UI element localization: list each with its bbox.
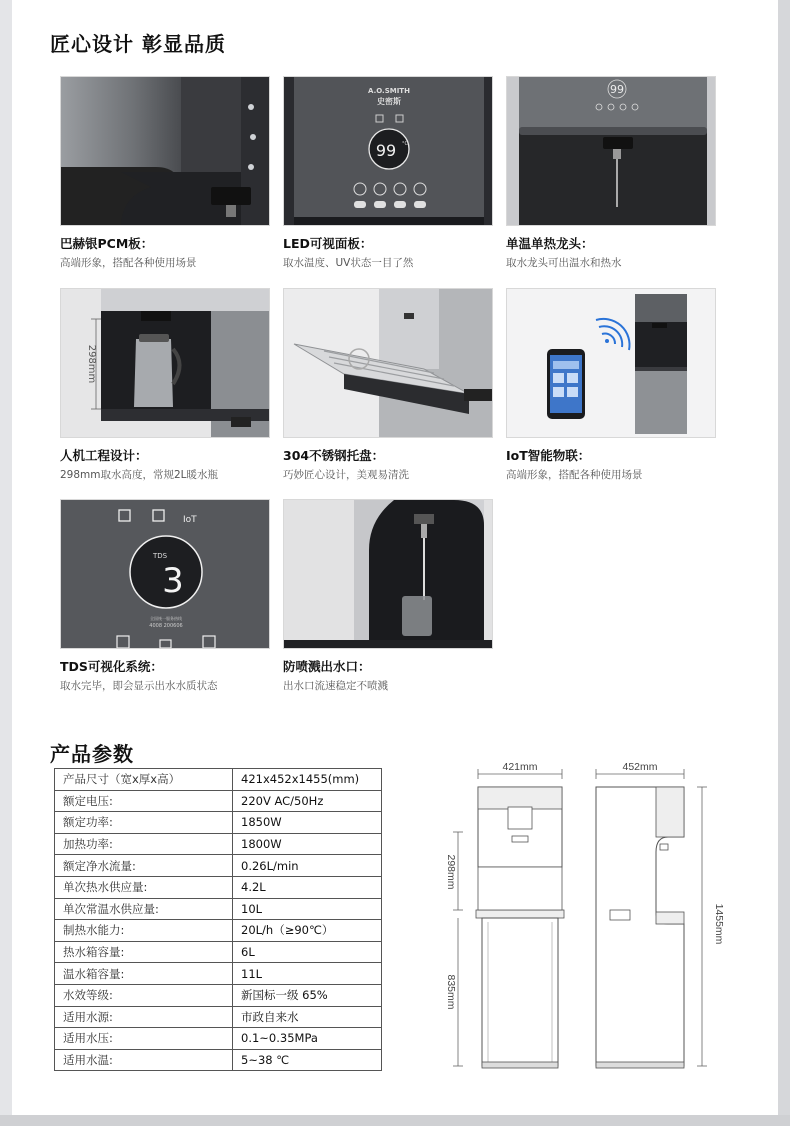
- feature-image: [506, 76, 716, 226]
- spec-value: 0.1~0.35MPa: [233, 1028, 382, 1050]
- feature-pcm-panel: [60, 76, 270, 270]
- spec-row: [55, 833, 382, 855]
- spec-key: 额定功率:: [55, 812, 233, 834]
- iot-indicator: IoT: [183, 515, 197, 525]
- spec-value: 新国标一级 65%: [233, 984, 382, 1006]
- feature-anti-splash: [283, 499, 493, 693]
- spec-row: [55, 920, 382, 942]
- feature-image: [283, 499, 493, 649]
- background-right: [778, 0, 790, 1126]
- spec-row: [55, 790, 382, 812]
- spec-row: [55, 812, 382, 834]
- spec-value: 421x452x1455(mm): [233, 769, 382, 791]
- feature-faucet: [506, 76, 716, 270]
- spec-row: [55, 984, 382, 1006]
- feature-title: LED可视面板：: [283, 236, 373, 251]
- spec-key: 热水箱容量:: [55, 941, 233, 963]
- feature-desc: 298mm取水高度，常规2L暖水瓶: [60, 469, 219, 481]
- temperature-display: 99: [375, 141, 397, 160]
- spec-value: 0.26L/min: [233, 855, 382, 877]
- tds-panel-illustration: [61, 500, 270, 649]
- spec-value: 市政自来水: [233, 1006, 382, 1028]
- feature-ergonomic: [60, 288, 270, 482]
- feature-title: 防喷溅出水口：: [283, 659, 371, 674]
- spec-row: [55, 1028, 382, 1050]
- iot-illustration: [507, 289, 716, 438]
- feature-desc: 巧妙匠心设计，美观易清洗: [283, 469, 409, 481]
- spec-key: 适用水温:: [55, 1049, 233, 1071]
- feature-title: 304不锈钢托盘：: [283, 448, 385, 463]
- feature-image: [60, 499, 270, 649]
- feature-title: 单温单热龙头：: [506, 236, 594, 251]
- spec-key: 适用水压:: [55, 1028, 233, 1050]
- spec-key: 制热水能力:: [55, 920, 233, 942]
- dim-upper: 298mm: [445, 854, 457, 890]
- spec-value: 220V AC/50Hz: [233, 790, 382, 812]
- spec-row: [55, 1006, 382, 1028]
- spec-value: 1800W: [233, 833, 382, 855]
- spec-row: [55, 963, 382, 985]
- dimension-label: 298mm: [86, 344, 97, 384]
- temperature-unit: °C: [402, 141, 408, 147]
- feature-title: 人机工程设计：: [60, 448, 148, 463]
- pcm-panel-illustration: [61, 77, 270, 226]
- feature-desc: 高端形象，搭配各种使用场景: [506, 469, 643, 481]
- hotline-number: 4008 200606: [149, 623, 183, 629]
- brand-logo: A.O.SMITH: [368, 87, 410, 95]
- spec-key: 加热功率:: [55, 833, 233, 855]
- spec-key: 单次常温水供应量:: [55, 898, 233, 920]
- section-title-specs: 产品参数: [50, 742, 134, 766]
- feature-title: TDS可视化系统：: [60, 659, 163, 674]
- hotline-label: 全国统一服务热线: [150, 616, 182, 621]
- spec-key: 额定电压:: [55, 790, 233, 812]
- faucet-illustration: [507, 77, 716, 226]
- background-left: [0, 0, 12, 1126]
- dim-lower: 835mm: [445, 974, 457, 1010]
- feature-tds: [60, 499, 270, 693]
- spec-key: 适用水源:: [55, 1006, 233, 1028]
- feature-desc: 取水龙头可出温水和热水: [506, 257, 622, 269]
- spec-row: [55, 1049, 382, 1071]
- spec-row: [55, 876, 382, 898]
- feature-desc: 高端形象，搭配各种使用场景: [60, 257, 197, 269]
- feature-image: [283, 76, 493, 226]
- spec-value: 11L: [233, 963, 382, 985]
- feature-title: 巴赫银PCM板：: [60, 236, 154, 251]
- spec-key: 温水箱容量:: [55, 963, 233, 985]
- section-title-design: 匠心设计 彰显品质: [50, 32, 226, 56]
- spec-row: [55, 769, 382, 791]
- spec-key: 产品尺寸（宽x厚x高）: [55, 769, 233, 791]
- spec-key: 水效等级:: [55, 984, 233, 1006]
- dim-height: 1455mm: [713, 903, 725, 945]
- feature-title: IoT智能物联：: [506, 448, 591, 463]
- brand-logo-cn: 史密斯: [377, 97, 401, 106]
- tds-value: 3: [162, 561, 184, 601]
- feature-desc: 取水温度、UV状态一目了然: [283, 257, 414, 269]
- feature-led-panel: [283, 76, 493, 270]
- spec-table: [54, 768, 382, 1071]
- feature-image: [283, 288, 493, 438]
- spec-row: [55, 898, 382, 920]
- dimension-diagram: [420, 752, 770, 1082]
- dim-depth: 452mm: [622, 761, 658, 773]
- spec-key: 单次热水供应量:: [55, 876, 233, 898]
- ergonomic-illustration: [61, 289, 270, 438]
- feature-image: [506, 288, 716, 438]
- anti-splash-illustration: [284, 500, 493, 649]
- feature-desc: 出水口流速稳定不喷溅: [283, 680, 388, 692]
- steel-tray-illustration: [284, 289, 493, 438]
- spec-value: 20L/h（≥90℃）: [233, 920, 382, 942]
- tds-label: TDS: [153, 552, 168, 560]
- temperature-display: 99: [610, 83, 624, 96]
- spec-value: 6L: [233, 941, 382, 963]
- feature-image: [60, 288, 270, 438]
- feature-iot: [506, 288, 716, 482]
- spec-value: 1850W: [233, 812, 382, 834]
- spec-value: 5~38 ℃: [233, 1049, 382, 1071]
- feature-steel-tray: [283, 288, 493, 482]
- background-bottom: [0, 1115, 790, 1126]
- dim-width: 421mm: [502, 761, 538, 773]
- feature-desc: 取水完毕，即会显示出水水质状态: [60, 680, 218, 692]
- spec-value: 4.2L: [233, 876, 382, 898]
- led-panel-illustration: [284, 77, 493, 226]
- spec-row: [55, 855, 382, 877]
- spec-key: 额定净水流量:: [55, 855, 233, 877]
- spec-value: 10L: [233, 898, 382, 920]
- spec-row: [55, 941, 382, 963]
- feature-image: [60, 76, 270, 226]
